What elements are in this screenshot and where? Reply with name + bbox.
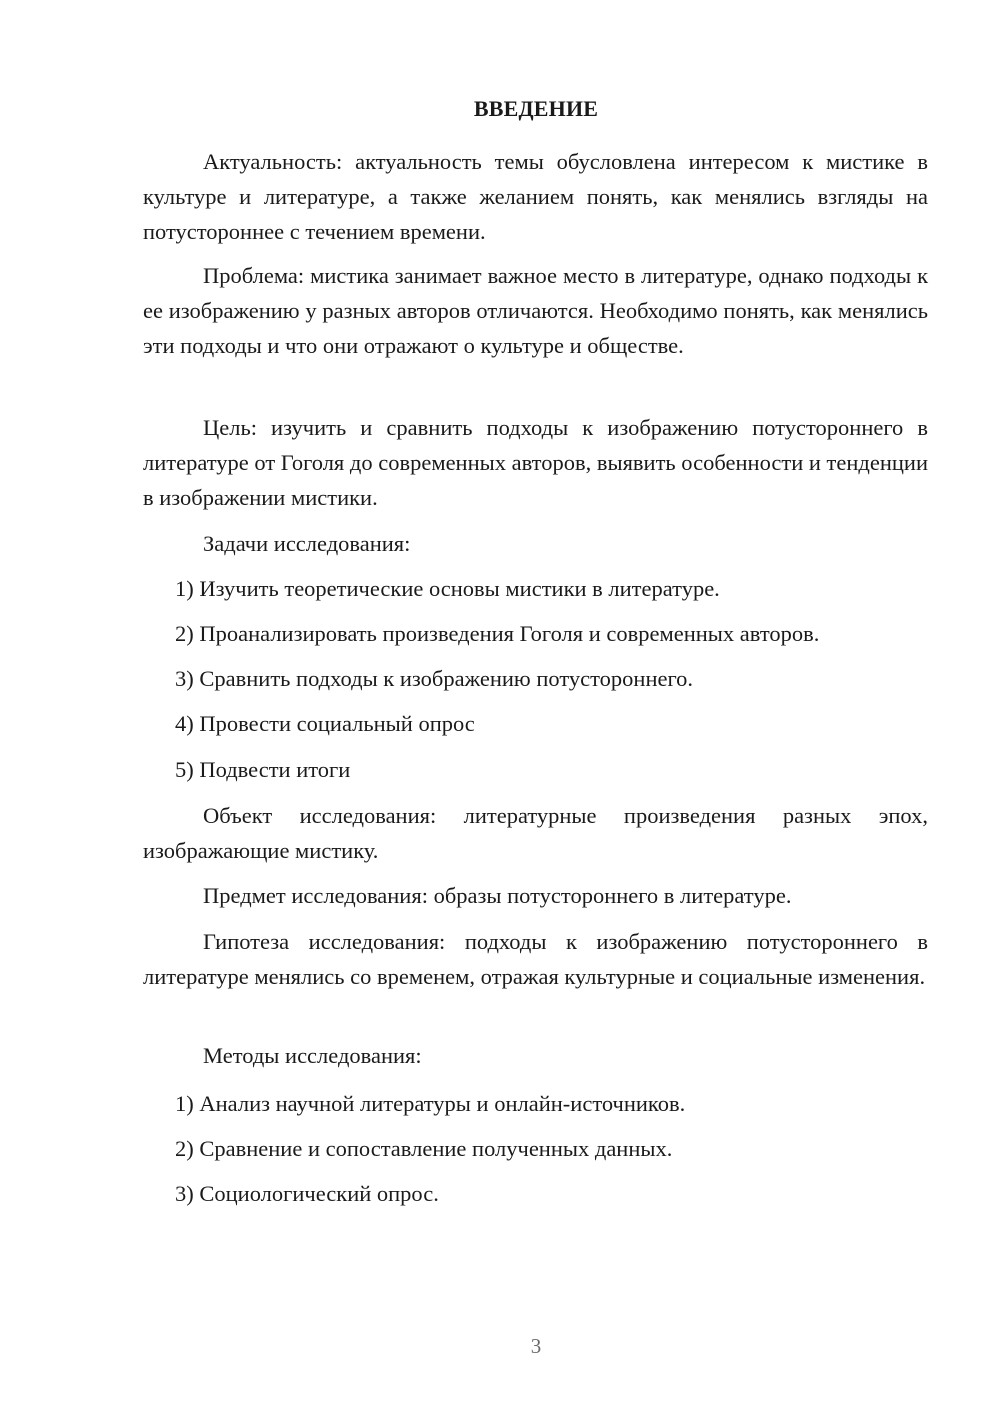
task-item: 3) Сравнить подходы к изображению потустороннего. [175, 666, 694, 691]
page-title: ВВЕДЕНИЕ [473, 96, 599, 121]
method-item: 1) Анализ научной литературы и онлайн-источников. [175, 1091, 686, 1116]
task-item: 1) Изучить теоретические основы мистики в литературе. [175, 576, 720, 601]
goal-paragraph: Цель: изучить и сравнить подходы к изображению потустороннего в литературе от Гоголя до современных авторов, выявить особенности и тенденции в изображении мистики. [143, 415, 928, 510]
task-item: 5) Подвести итоги [175, 757, 351, 782]
page-number: 3 [530, 1334, 542, 1358]
tasks-heading: Задачи исследования: [203, 531, 411, 556]
task-item: 4) Провести социальный опрос [175, 711, 475, 736]
hypothesis-paragraph: Гипотеза исследования: подходы к изображению потустороннего в литературе менялись со временем, отражая культурные и социальные изменения. [143, 929, 928, 989]
subject-paragraph: Предмет исследования: образы потустороннего в литературе. [203, 883, 792, 908]
method-item: 2) Сравнение и сопоставление полученных данных. [175, 1136, 673, 1161]
relevance-paragraph: Актуальность: актуальность темы обусловлена интересом к мистике в культуре и литературе, а также желанием понять, как менялись взгляды на потустороннее с течением времени. [143, 149, 928, 244]
problem-paragraph: Проблема: мистика занимает важное место в литературе, однако подходы к ее изображению у разных авторов отличаются. Необходимо понять, как менялись эти подходы и что они отражают о культуре и обществе. [143, 263, 928, 358]
task-item: 2) Проанализировать произведения Гоголя и современных авторов. [175, 621, 820, 646]
method-item: 3) Социологический опрос. [175, 1181, 439, 1206]
object-paragraph: Объект исследования: литературные произведения разных эпох, изображающие мистику. [143, 803, 928, 863]
methods-heading: Методы исследования: [203, 1043, 422, 1068]
